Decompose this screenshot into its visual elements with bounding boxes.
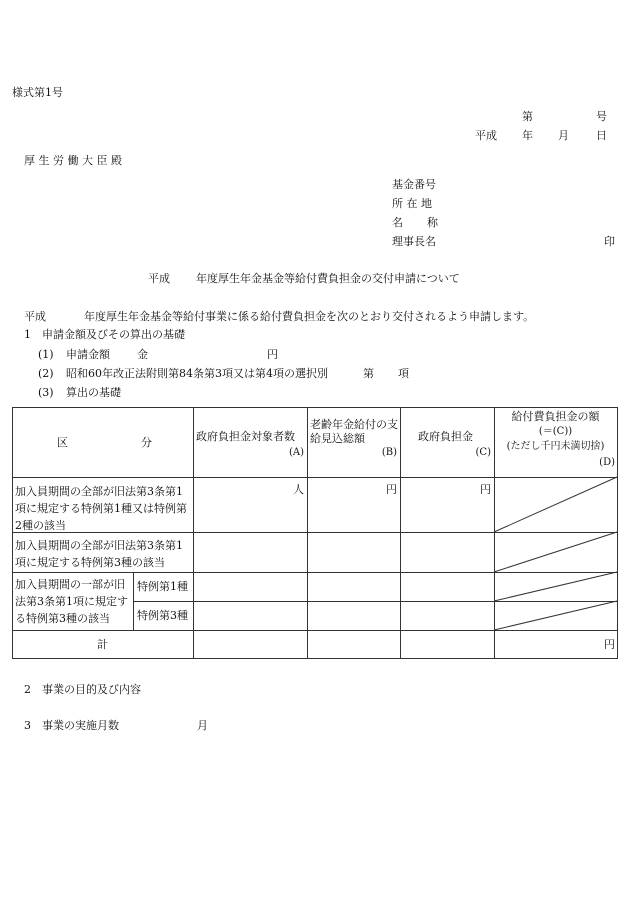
date-month: 月 [558, 129, 569, 142]
body-era: 平成 [24, 310, 46, 323]
row3-sub2-label: 特例第3種 [137, 609, 188, 622]
header-c: 政府負担金 [418, 430, 473, 443]
header-category-b: 分 [141, 436, 152, 449]
row1-unit-b: 円 [386, 483, 397, 496]
header-d-3: (ただし千円未満切捨) [506, 441, 605, 452]
total-unit: 円 [604, 638, 615, 651]
item2-kou: 項 [398, 367, 409, 380]
item1-label: 申請金額 [66, 348, 110, 361]
item3-num: (3) [38, 386, 54, 399]
row3-label: 加入員期間の一部が旧法第3条第1項に規定する特例第3種の該当 [15, 578, 128, 625]
seal-mark: 印 [604, 235, 615, 248]
item1-num: (1) [38, 348, 54, 361]
title-text: 年度厚生年金基金等給付費負担金の交付申請について [196, 272, 460, 285]
chair-label: 理事長名 [392, 235, 436, 248]
section3-unit: 月 [197, 719, 208, 732]
date-day: 日 [596, 129, 607, 142]
header-b-mark: (B) [381, 447, 397, 458]
section3-label: 3 事業の実施月数 [24, 719, 119, 732]
addressee: 厚 生 労 働 大 臣 殿 [24, 154, 122, 167]
item2-num: (2) [38, 367, 54, 380]
item2-dai: 第 [363, 367, 374, 380]
section1-heading: 1 申請金額及びその算出の基礎 [24, 328, 185, 341]
total-label: 計 [97, 638, 108, 651]
row3-sub1-label: 特例第1種 [137, 580, 188, 593]
title-era: 平成 [148, 272, 170, 285]
name-label-a: 名 [392, 216, 403, 229]
header-category-a: 区 [57, 436, 68, 449]
body-text: 年度厚生年金基金等給付事業に係る給付費負担金を次のとおり交付されるよう申請します。 [84, 310, 535, 323]
address-label: 所 在 地 [392, 197, 432, 210]
header-c-mark: (C) [475, 447, 491, 458]
item2-label: 昭和60年改正法附則第84条第3項又は第4項の選択別 [66, 367, 328, 380]
section2-heading: 2 事業の目的及び内容 [24, 683, 141, 696]
header-a-mark: (A) [288, 447, 304, 458]
fund-number-label: 基金番号 [392, 178, 436, 191]
date-year: 年 [522, 129, 533, 142]
header-d-2: (＝(C)) [538, 426, 573, 437]
item1-kin: 金 [137, 348, 148, 361]
row1-label: 加入員期間の全部が旧法第3条第1項に規定する特例第1種又は特例第2種の該当 [15, 485, 187, 532]
name-label-b: 称 [427, 216, 438, 229]
date-era: 平成 [475, 129, 497, 142]
doc-no-dai: 第 [522, 110, 533, 123]
header-a: 政府負担金対象者数 [196, 430, 295, 443]
item3-label: 算出の基礎 [66, 386, 121, 399]
header-d-1: 給付費負担金の額 [511, 410, 600, 423]
form-number: 様式第1号 [12, 86, 63, 99]
doc-no-go: 号 [596, 110, 607, 123]
item1-yen: 円 [267, 348, 278, 361]
header-d-mark: (D) [599, 457, 615, 468]
row1-unit-a: 人 [293, 483, 304, 496]
row1-unit-c: 円 [480, 483, 491, 496]
header-b: 老齢年金給付の支給見込総額 [310, 418, 398, 445]
row2-label: 加入員期間の全部が旧法第3条第1項に規定する特例第3種の該当 [15, 539, 183, 569]
